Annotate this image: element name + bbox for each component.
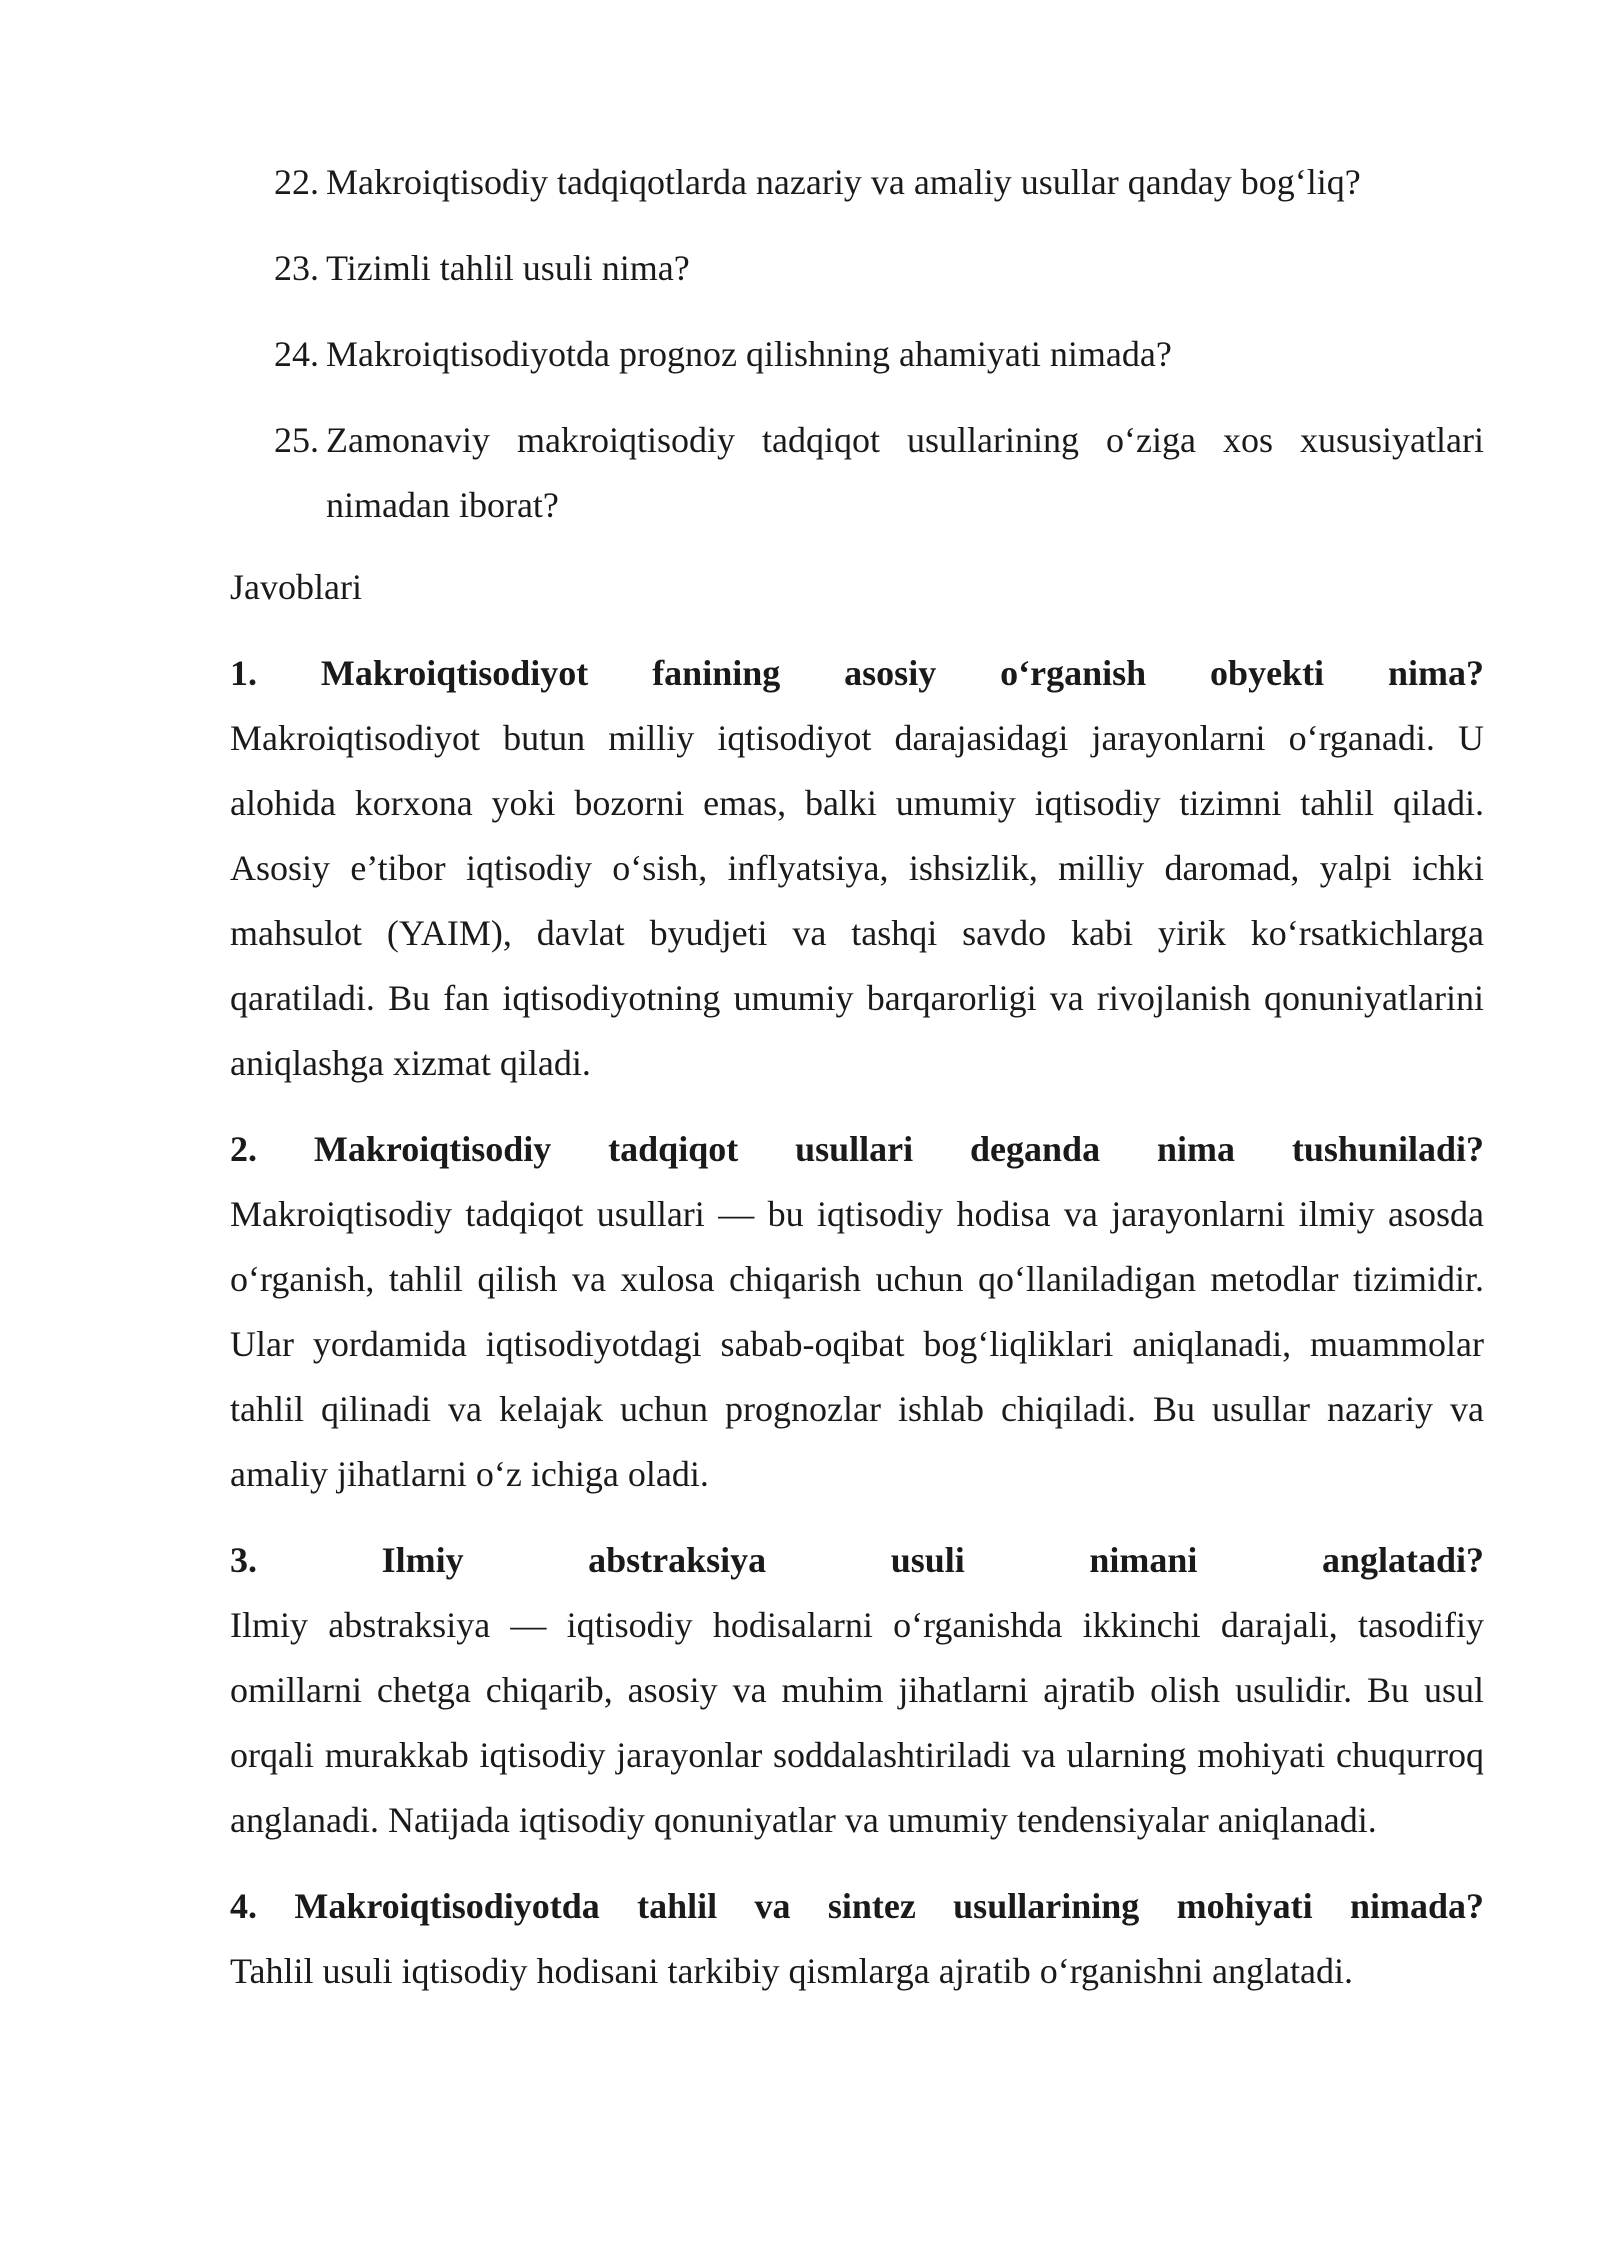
question-text: Tizimli tahlil usuli nima? <box>326 248 690 288</box>
answer-body: Tahlil usuli iqtisodiy hodisani tarkibiy qismlarga ajratib o‘rganishni anglatadi. <box>230 1951 1353 1991</box>
question-number: 22. <box>274 162 319 202</box>
question-list <box>274 150 1484 559</box>
question-item <box>274 408 1484 538</box>
answer-body: Makroiqtisodiyot butun milliy iqtisodiyot darajasidagi jarayonlarni o‘rganadi. U alohida korxona yoki bozorni emas, balki umumiy iqtisodiy tizimni tahlil qiladi. Asosiy e’tibor iqtisodiy o‘sish, inflyatsiya, ishsizlik, milliy daromad, yalpi ichki mahsulot (YAIM), davlat byudjeti va tashqi savdo kabi yirik ko‘rsatkichlarga qaratiladi. Bu fan iqtisodiyotning umumiy barqarorligi va rivojlanish qonuniyatlarini aniqlashga xizmat qiladi. <box>230 718 1484 1083</box>
answer-block <box>230 1117 1484 1507</box>
question-item <box>274 322 1484 387</box>
answer-block <box>230 1528 1484 1853</box>
answer-block <box>230 641 1484 1096</box>
question-item <box>274 236 1484 301</box>
answer-question: 1. Makroiqtisodiyot fanining asosiy o‘rganish obyekti nima? <box>230 653 1484 693</box>
question-text: Makroiqtisodiyotda prognoz qilishning ahamiyati nimada? <box>326 334 1172 374</box>
question-number: 25. <box>274 420 319 460</box>
answer-question: 4. Makroiqtisodiyotda tahlil va sintez usullarining mohiyati nimada? <box>230 1886 1484 1926</box>
question-item <box>274 150 1484 215</box>
answer-question: 2. Makroiqtisodiy tadqiqot usullari deganda nima tushuniladi? <box>230 1129 1484 1169</box>
answer-body: Makroiqtisodiy tadqiqot usullari — bu iqtisodiy hodisa va jarayonlarni ilmiy asosda o‘rganish, tahlil qilish va xulosa chiqarish uchun qo‘llaniladigan metodlar tizimidir. Ular yordamida iqtisodiyotdagi sabab-oqibat bog‘liqliklari aniqlanadi, muammolar tahlil qilinadi va kelajak uchun prognozlar ishlab chiqiladi. Bu usullar nazariy va amaliy jihatlarni o‘z ichiga oladi. <box>230 1194 1484 1494</box>
answer-block <box>230 1874 1484 2004</box>
question-number: 24. <box>274 334 319 374</box>
answer-body: Ilmiy abstraksiya — iqtisodiy hodisalarni o‘rganishda ikkinchi darajali, tasodifiy omillarni chetga chiqarib, asosiy va muhim jihatlarni ajratib olish usulidir. Bu usul orqali murakkab iqtisodiy jarayonlar soddalashtiriladi va ularning mohiyati chuqurroq anglanadi. Natijada iqtisodiy qonuniyatlar va umumiy tendensiyalar aniqlanadi. <box>230 1605 1484 1840</box>
question-number: 23. <box>274 248 319 288</box>
answer-question: 3. Ilmiy abstraksiya usuli nimani anglatadi? <box>230 1540 1484 1580</box>
answers-heading: Javoblari <box>230 567 362 607</box>
question-text: Makroiqtisodiy tadqiqotlarda nazariy va amaliy usullar qanday bog‘liq? <box>326 162 1361 202</box>
question-text: Zamonaviy makroiqtisodiy tadqiqot usullarining o‘ziga xos xususiyatlari nimadan iborat? <box>326 420 1484 525</box>
answers-section <box>230 555 1484 2025</box>
